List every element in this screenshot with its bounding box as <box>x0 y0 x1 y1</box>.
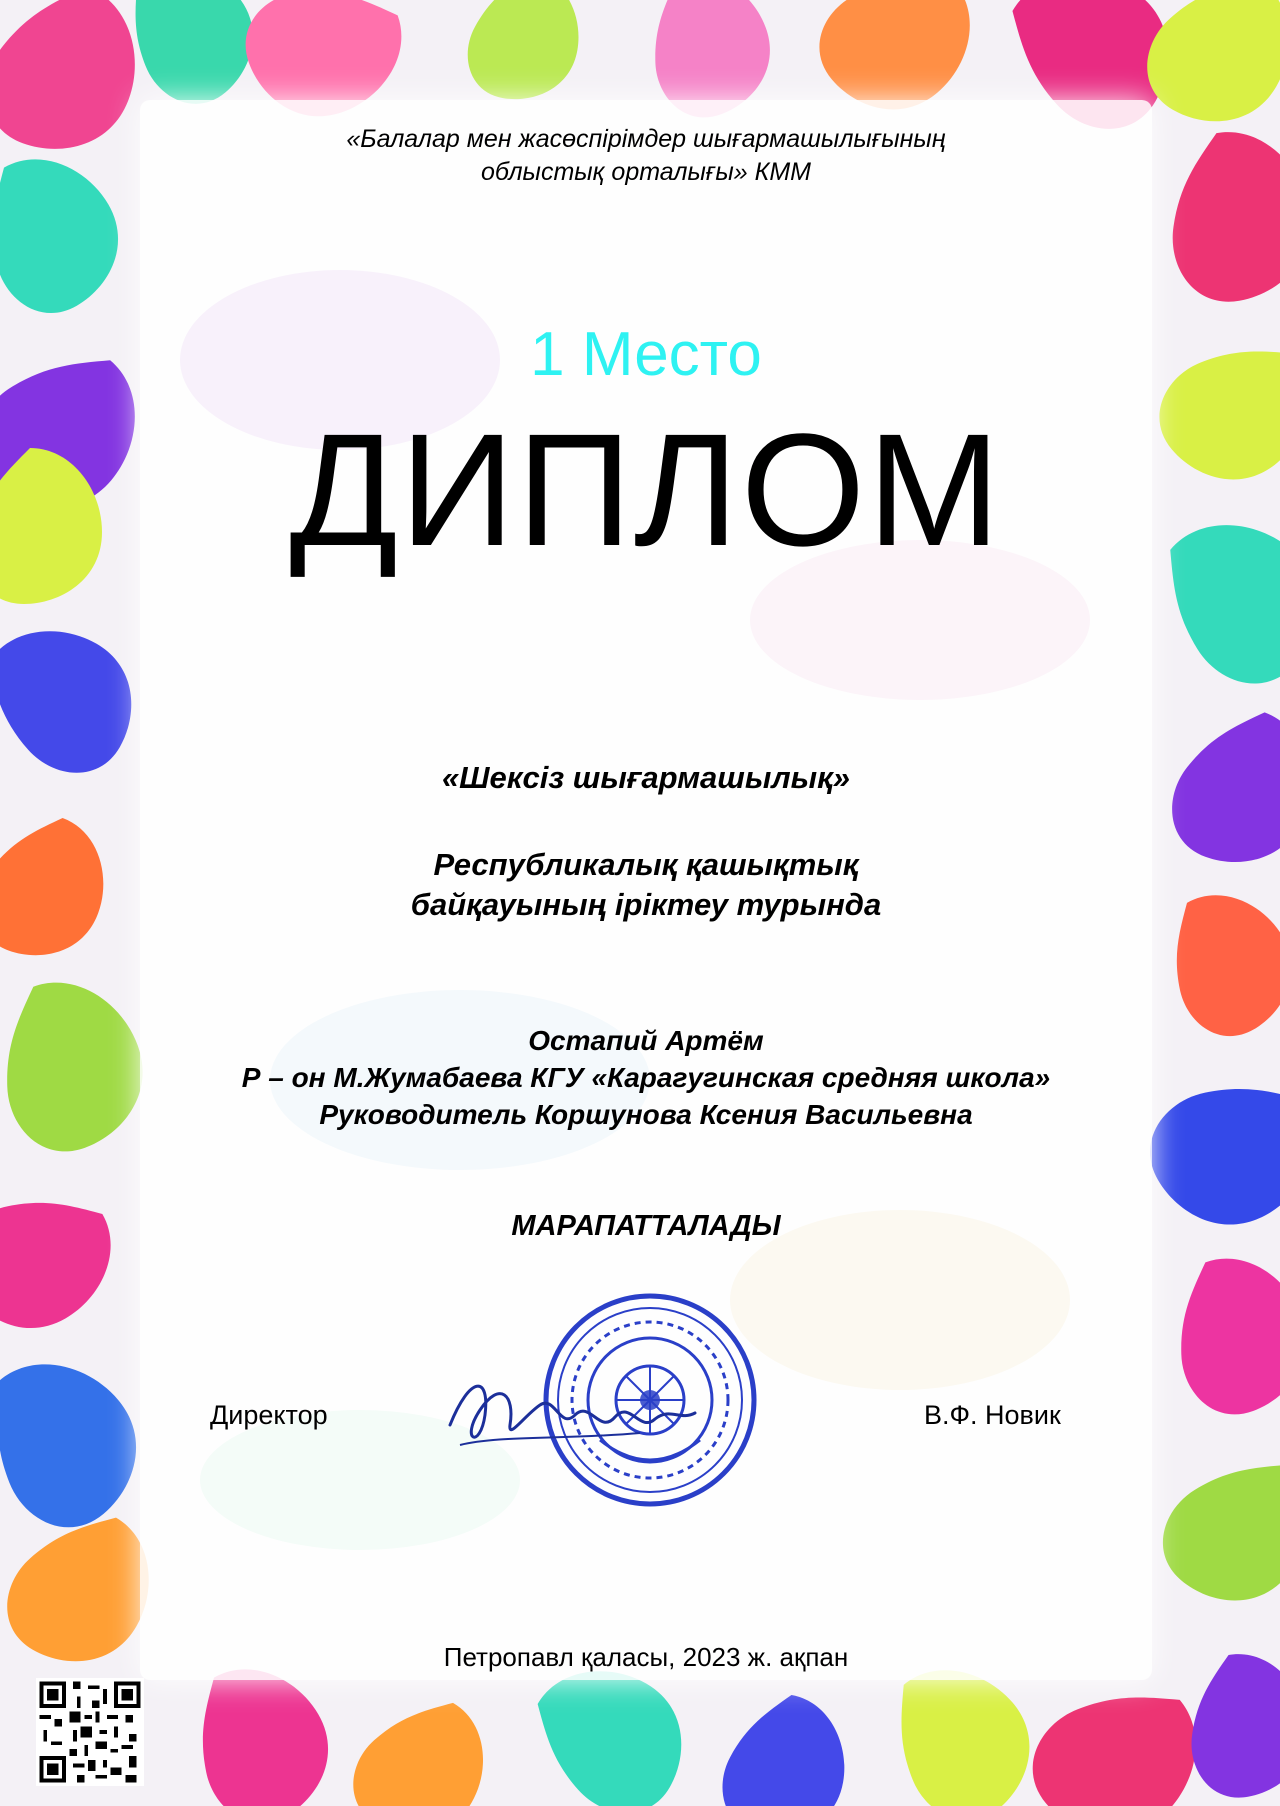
signature-icon <box>440 1355 700 1465</box>
stage-line-2: байқауының іріктеу турында <box>410 887 882 922</box>
contest-stage <box>140 845 1152 925</box>
signature-name: В.Ф. Новик <box>924 1400 1061 1430</box>
place-label: 1 Место <box>530 320 762 389</box>
diploma-title: ДИПЛОМ <box>289 400 1003 579</box>
recipient-name: Остапий Артём <box>528 1025 764 1056</box>
recipient-supervisor: Руководитель Коршунова Ксения Васильевна <box>319 1099 973 1130</box>
recipient-block <box>140 1022 1152 1133</box>
footer-location-date: Петропавл қаласы, 2023 ж. ақпан <box>443 1642 849 1672</box>
organization-line-2: облыстық орталығы» КММ <box>481 158 811 186</box>
awarded-label: МАРАПАТТАЛАДЫ <box>511 1210 781 1242</box>
qr-code-icon <box>36 1678 144 1786</box>
signature-position: Директор <box>210 1400 328 1430</box>
organization-line-1: «Балалар мен жасөспірімдер шығармашылығының <box>346 125 946 153</box>
recipient-school: Р – он М.Жумабаева КГУ «Карагугинская средняя школа» <box>241 1062 1051 1093</box>
stage-line-1: Республикалық қашықтық <box>433 847 859 882</box>
contest-name: «Шексіз шығармашылық» <box>441 760 851 795</box>
organization-name <box>140 123 1152 189</box>
